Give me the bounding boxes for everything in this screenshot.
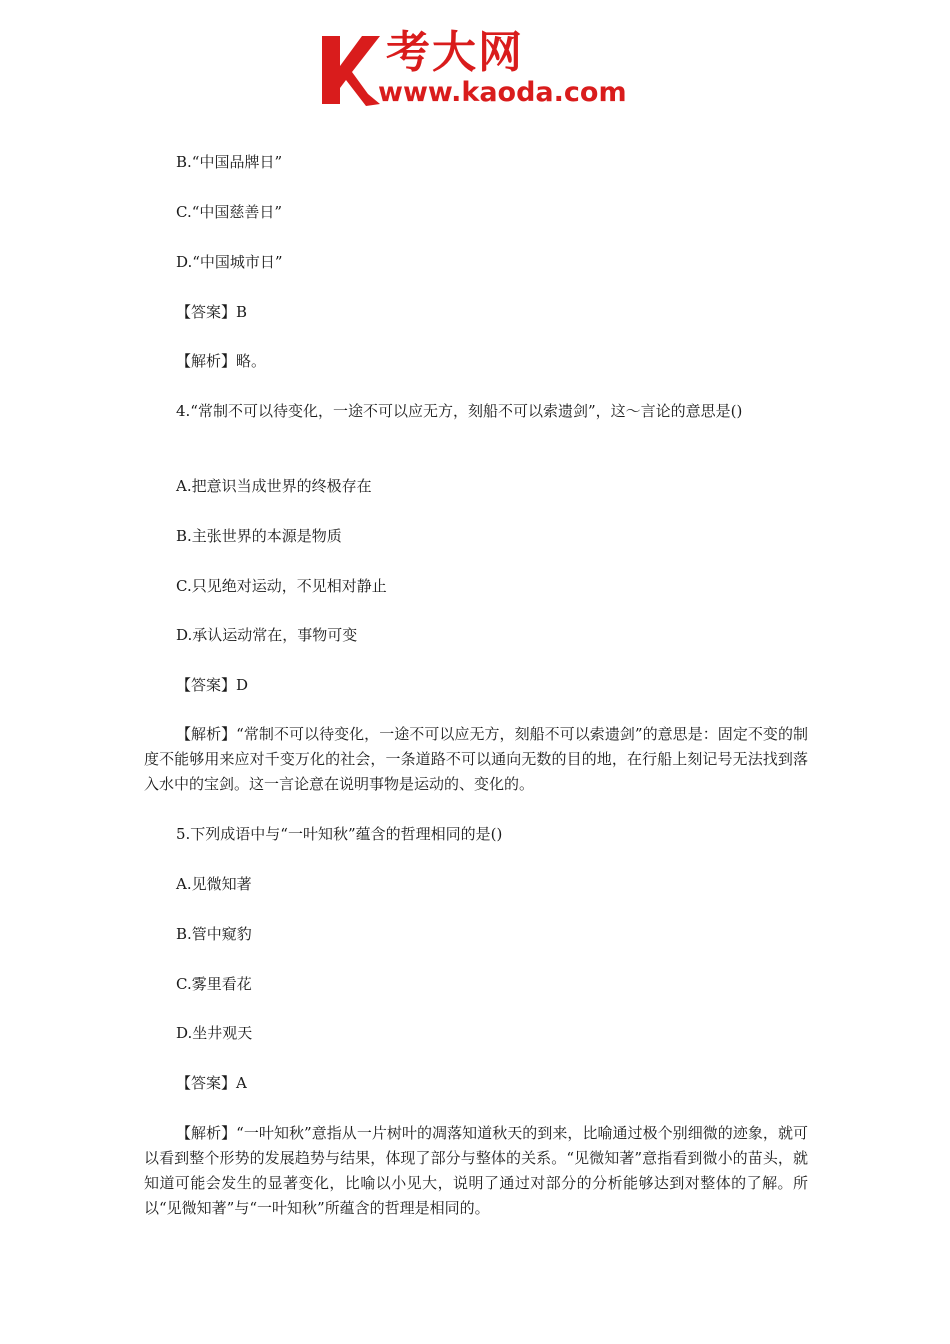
q4-stem: 4.“常制不可以待变化，一途不可以应无方，刻船不可以索遗剑”，这～言论的意思是(): [176, 402, 743, 420]
q3-analysis: 【解析】略。: [176, 352, 267, 370]
q4-option-b: B.主张世界的本源是物质: [176, 527, 342, 545]
q5-analysis: 【解析】“一叶知秋”意指从一片树叶的凋落知道秋天的到来，比喻通过极个别细微的迹象，就可以看到整个形势的发展趋势与结果，体现了部分与整体的关系。“见微知著”意指看到微小的苗头，就知道可能会发生的显著变化，比喻以小见大，说明了通过对部分的分析能够达到对整体的了解。所以“见微知著”与“一叶知秋”所蕴含的哲理是相同的。: [144, 1124, 808, 1217]
q5-stem: 5.下列成语中与“一叶知秋”蕴含的哲理相同的是(): [176, 825, 503, 843]
q3-option-d: D.“中国城市日”: [176, 253, 283, 271]
q4-answer: 【答案】D: [176, 676, 249, 694]
q5-option-a: A.见微知著: [176, 875, 252, 893]
q4-option-c: C.只见绝对运动，不见相对静止: [176, 577, 387, 595]
q3-option-b: B.“中国品牌日”: [176, 153, 283, 171]
logo-brand-text: 考大网: [386, 27, 524, 78]
q4-option-a: A.把意识当成世界的终极存在: [176, 477, 372, 495]
q3-option-c: C.“中国慈善日”: [176, 203, 283, 221]
q4-analysis: 【解析】“常制不可以待变化，一途不可以应无方，刻船不可以索遗剑”的意思是：固定不变的制度不能够用来应对千变万化的社会，一条道路不可以通向无数的目的地，在行船上刻记号无法找到落入水中的宝剑。这一言论意在说明事物是运动的、变化的。: [144, 725, 808, 793]
q5-option-c: C.雾里看花: [176, 975, 252, 993]
q5-answer: 【答案】A: [176, 1074, 247, 1092]
q4-option-d: D.承认运动常在，事物可变: [176, 626, 358, 644]
k-logo-icon: [318, 26, 382, 110]
site-logo[interactable]: [318, 26, 638, 110]
q3-answer: 【答案】B: [176, 303, 248, 321]
q5-option-d: D.坐井观天: [176, 1024, 253, 1042]
q5-option-b: B.管中窥豹: [176, 925, 252, 943]
logo-url-text: www.kaoda.com: [378, 77, 627, 108]
